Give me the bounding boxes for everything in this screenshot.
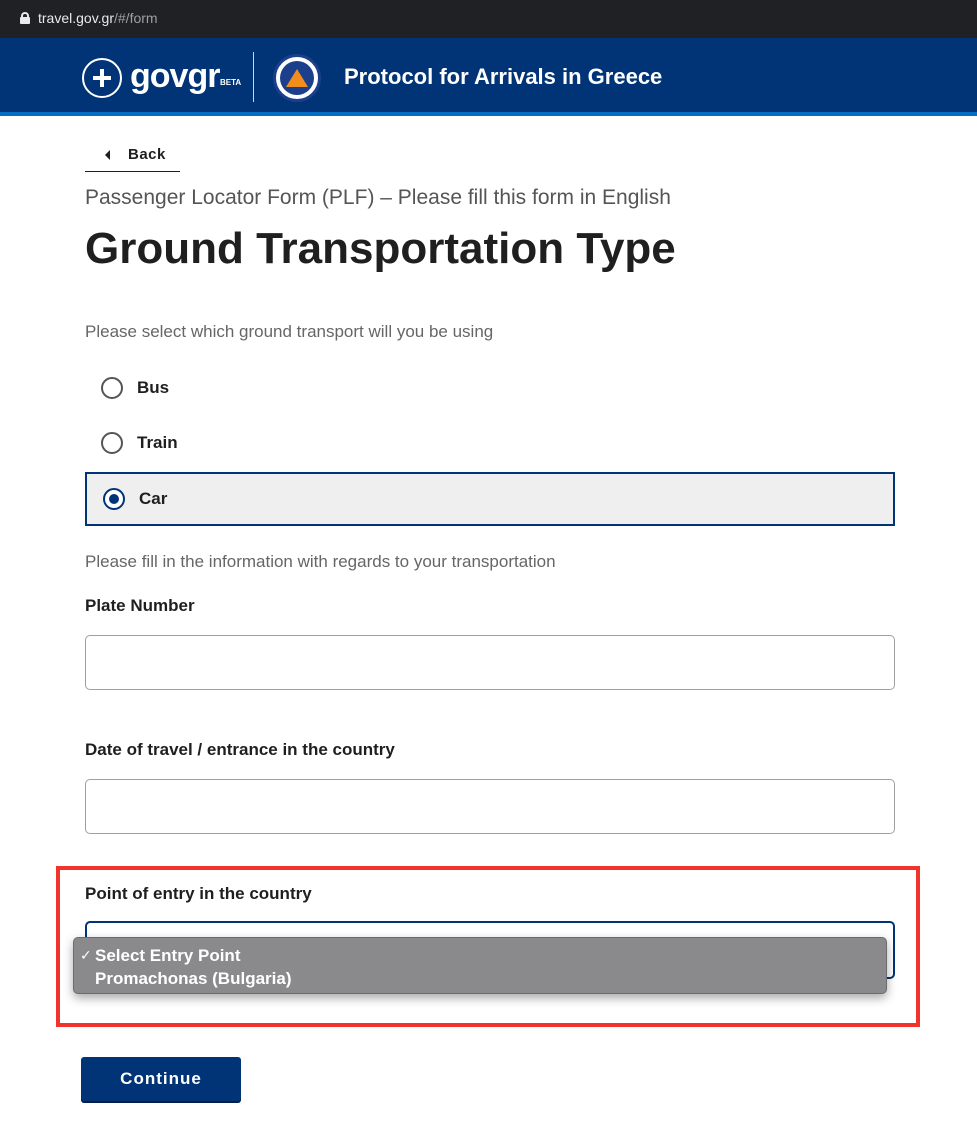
site-header xyxy=(0,38,977,116)
radio-option-car[interactable] xyxy=(85,472,895,526)
checkmark-icon: ✓ xyxy=(80,947,92,963)
dropdown-option-promachonas[interactable] xyxy=(74,967,886,990)
logo-gov-text: gov xyxy=(130,57,188,95)
radio-label-train: Train xyxy=(137,433,178,452)
entry-point-label: Point of entry in the country xyxy=(85,884,312,903)
civil-protection-logo-icon xyxy=(273,54,321,102)
back-label: Back xyxy=(128,146,166,163)
govgr-logo[interactable] xyxy=(130,58,219,94)
radio-label-bus: Bus xyxy=(137,378,170,397)
radio-selected-icon[interactable] xyxy=(103,488,125,510)
url-host: travel.gov.gr xyxy=(38,10,114,26)
lock-icon xyxy=(20,12,30,24)
radio-circle-icon[interactable] xyxy=(101,377,123,399)
radio-circle-icon[interactable] xyxy=(101,432,123,454)
entry-point-dropdown-list[interactable] xyxy=(73,937,887,994)
url-path: /#/form xyxy=(114,10,158,26)
radio-option-train[interactable] xyxy=(85,416,895,470)
logo-gr-text: gr xyxy=(187,57,220,95)
option-label: Promachonas (Bulgaria) xyxy=(95,969,292,988)
back-link[interactable] xyxy=(85,138,180,172)
radio-option-bus[interactable] xyxy=(85,361,895,415)
dropdown-option-select-entry-point[interactable] xyxy=(74,944,886,967)
beta-badge: BETA xyxy=(220,78,242,87)
travel-date-input[interactable] xyxy=(85,779,895,834)
browser-url-bar[interactable] xyxy=(0,0,977,38)
caret-left-icon xyxy=(105,150,110,160)
radio-label-car: Car xyxy=(139,489,168,508)
form-subtitle: Passenger Locator Form (PLF) – Please fill this form in English xyxy=(85,186,671,209)
travel-date-label: Date of travel / entrance in the country xyxy=(85,740,395,759)
url-display[interactable] xyxy=(20,10,158,26)
header-divider xyxy=(253,52,254,102)
greek-emblem-icon xyxy=(82,58,122,98)
option-label: Select Entry Point xyxy=(95,946,241,965)
plate-number-input[interactable] xyxy=(85,635,895,690)
plate-number-label: Plate Number xyxy=(85,596,195,615)
transport-hint: Please select which ground transport will you be using xyxy=(85,322,494,341)
page-title: Ground Transportation Type xyxy=(85,224,676,273)
continue-button[interactable]: Continue xyxy=(81,1057,241,1101)
details-hint: Please fill in the information with regards to your transportation xyxy=(85,552,556,571)
header-title: Protocol for Arrivals in Greece xyxy=(344,64,663,89)
